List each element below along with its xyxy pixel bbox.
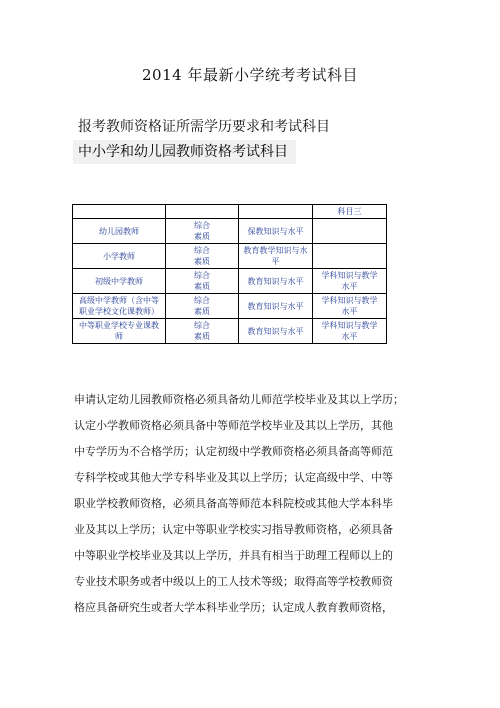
table-cell: 综合 素质: [166, 219, 239, 244]
table-row: [73, 244, 387, 269]
table-cell: [313, 244, 387, 269]
table-cell: 教育知识与水平: [239, 319, 313, 344]
table-cell: 教育知识与水平: [239, 294, 313, 319]
table-cell: 学科知识与教学 水平: [313, 319, 387, 344]
exam-subjects-table: [72, 204, 387, 344]
body-line: 职业学校教师资格，必须具备高等师范本科院校或其他大学本科毕: [74, 497, 393, 510]
table-header-cell: [73, 205, 166, 219]
body-line: 格应具备研究生或者大学本科毕业学历；认定成人教育教师资格，: [74, 601, 393, 614]
table-row: [73, 294, 387, 319]
table-cell: 综合 素质: [166, 319, 239, 344]
table-header-cell: 科目三: [313, 205, 387, 219]
table-cell: 小学教师: [73, 244, 166, 269]
table-row: [73, 269, 387, 294]
table-cell: 综合 素质: [166, 294, 239, 319]
body-line: 专科学校或其他大学专科毕业及其以上学历；认定高级中学、中等: [74, 471, 393, 484]
section-heading: 中小学和幼儿园教师资格考试科目: [73, 140, 296, 164]
table-cell: 初级中学教师: [73, 269, 166, 294]
table-cell: 学科知识与教学 水平: [313, 294, 387, 319]
table-header-cell: [166, 205, 239, 219]
requirements-text: [74, 387, 430, 621]
table-header-row: [73, 205, 387, 219]
table-cell: 保教知识与水平: [239, 219, 313, 244]
table-cell: 教育教学知识与水 平: [239, 244, 313, 269]
document-title: 2014 年最新小学统考考试科目: [142, 66, 358, 84]
table-cell: [313, 219, 387, 244]
body-line: 中等职业学校毕业及其以上学历，并具有相当于助理工程师以上的: [74, 549, 393, 562]
body-line: 专业技术职务或者中级以上的工人技术等级；取得高等学校教师资: [74, 575, 393, 588]
table-cell: 高级中学教师（含中等 职业学校文化课教师）: [73, 294, 166, 319]
body-line: 中专学历为不合格学历；认定初级中学教师资格必须具备高等师范: [74, 445, 393, 458]
document-subtitle: 报考教师资格证所需学历要求和考试科目: [78, 119, 330, 135]
table-header-cell: [239, 205, 313, 219]
table-cell: 教育知识与水平: [239, 269, 313, 294]
table-row: [73, 219, 387, 244]
table-cell: 中等职业学校专业课教 师: [73, 319, 166, 344]
table-cell: 综合 素质: [166, 269, 239, 294]
body-line: 业及其以上学历；认定中等职业学校实习指导教师资格，必须具备: [74, 523, 393, 536]
table-cell: 综合 素质: [166, 244, 239, 269]
table-cell: 幼儿园教师: [73, 219, 166, 244]
body-line: 申请认定幼儿园教师资格必须具备幼儿师范学校毕业及其以上学历；: [74, 393, 404, 406]
table-row: [73, 319, 387, 344]
table-cell: 学科知识与教学 水平: [313, 269, 387, 294]
body-line: 认定小学教师资格必须具备中等师范学校毕业及其以上学历，其他: [74, 419, 393, 432]
